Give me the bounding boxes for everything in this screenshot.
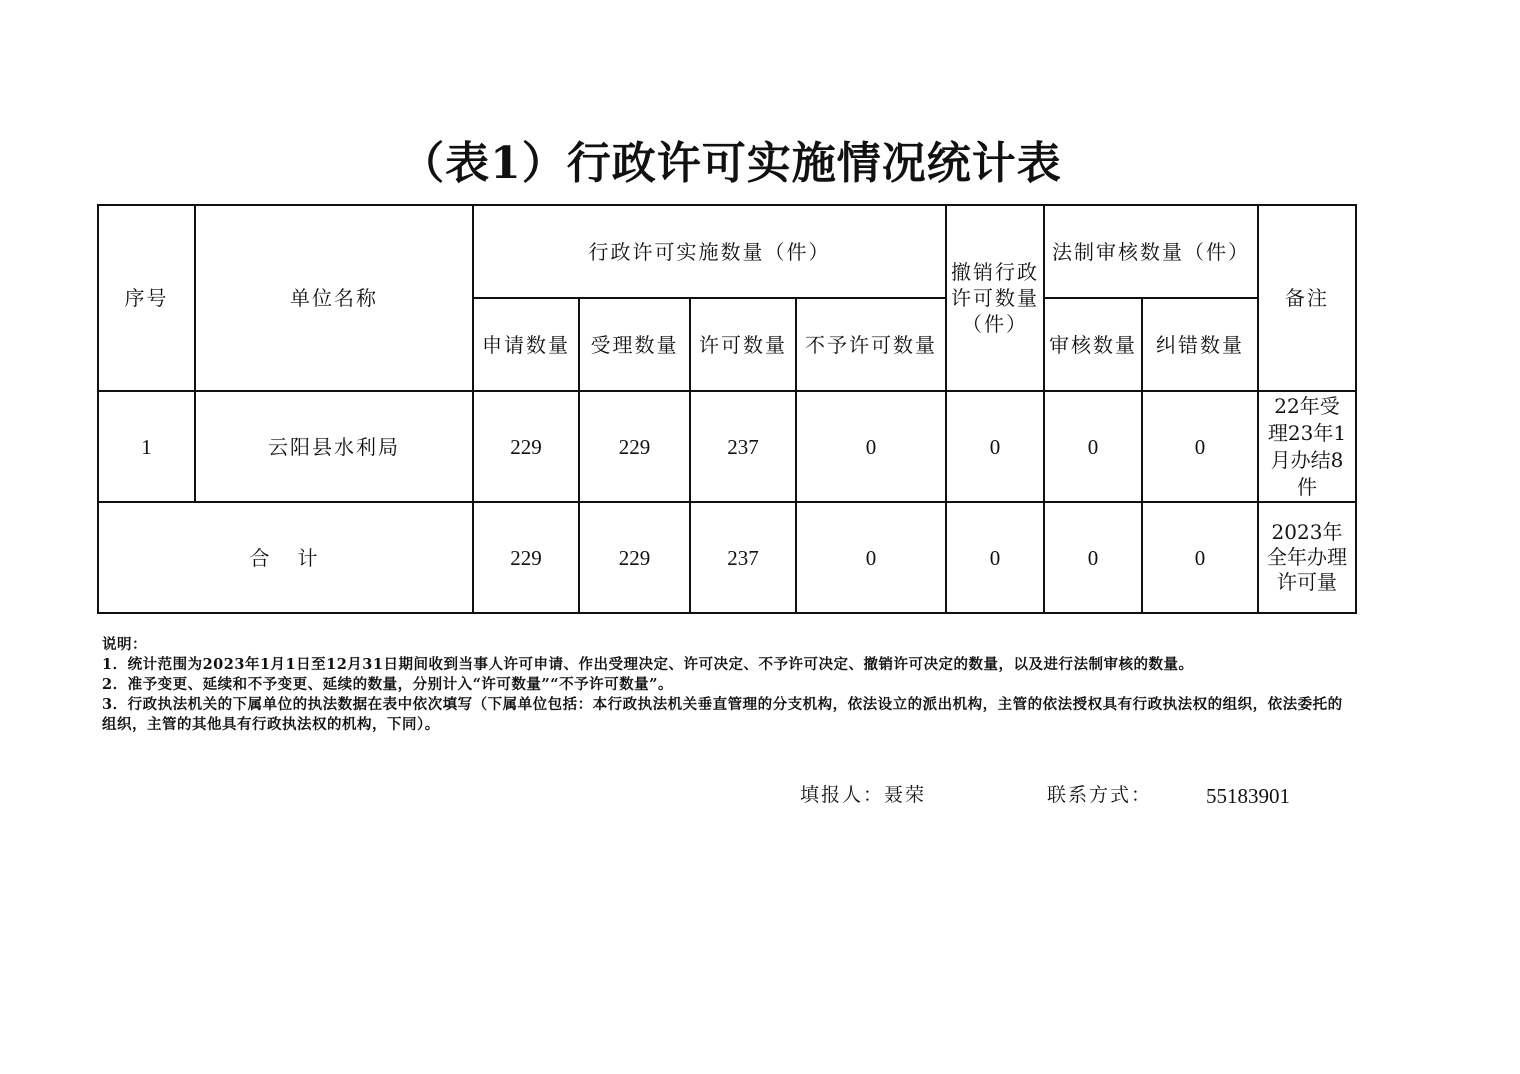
note-item: 2．准予变更、延续和不予变更、延续的数量，分别计入“许可数量”“不予许可数量”。 [102, 676, 673, 693]
header-legal-group: 法制审核数量（件） [1044, 205, 1258, 298]
header-row-1 [98, 205, 1356, 298]
contact-value: 55183901 [1206, 784, 1290, 808]
note-item: 1．统计范围为2023年1月1日至12月31日期间收到当事人许可申请、作出受理决定、许可决定、不予许可决定、撤销许可决定的数量，以及进行法制审核的数量。 [102, 656, 1194, 673]
header-permit: 许可数量 [690, 298, 796, 391]
note-item: 3．行政执法机关的下属单位的执法数据在表中依次填写（下属单位包括：本行政执法机关垂直管理的分支机构，依法设立的派出机构，主管的依法授权具有行政执法权的组织，依法委托的组织，主管的其他具有行政执法权的机构，下同）。 [102, 696, 1343, 733]
statistics-table [97, 204, 1357, 614]
cell-correct: 0 [1142, 391, 1258, 502]
total-revoke: 0 [946, 502, 1044, 613]
total-review: 0 [1044, 502, 1142, 613]
page-title: （表1）行政许可实施情况统计表 [400, 138, 1062, 189]
cell-accept: 229 [579, 391, 690, 502]
cell-permit: 237 [690, 391, 796, 502]
cell-deny: 0 [796, 391, 946, 502]
total-label: 合 计 [98, 502, 473, 613]
cell-remark: 22年受理23年1月办结8件 [1258, 391, 1356, 502]
header-deny: 不予许可数量 [796, 298, 946, 391]
header-review: 审核数量 [1044, 298, 1142, 391]
cell-revoke: 0 [946, 391, 1044, 502]
cell-unit-name: 云阳县水利局 [195, 391, 473, 502]
header-remark: 备注 [1258, 205, 1356, 391]
header-revoke: 撤销行政许可数量（件） [946, 205, 1044, 391]
notes-section [102, 635, 1352, 735]
cell-seq: 1 [98, 391, 195, 502]
total-deny: 0 [796, 502, 946, 613]
notes-heading: 说明： [102, 636, 147, 653]
filler-label: 填报人： [800, 784, 885, 806]
header-seq: 序号 [98, 205, 195, 391]
total-remark: 2023年全年办理许可量 [1258, 502, 1356, 613]
filler-name: 聂荣 [884, 784, 927, 806]
header-unit-name: 单位名称 [195, 205, 473, 391]
header-impl-group: 行政许可实施数量（件） [473, 205, 946, 298]
header-correct: 纠错数量 [1142, 298, 1258, 391]
contact-label: 联系方式： [1047, 784, 1153, 806]
cell-review: 0 [1044, 391, 1142, 502]
total-permit: 237 [690, 502, 796, 613]
table-row [98, 391, 1356, 502]
total-correct: 0 [1142, 502, 1258, 613]
cell-apply: 229 [473, 391, 579, 502]
total-apply: 229 [473, 502, 579, 613]
filler-info [800, 782, 926, 808]
header-apply: 申请数量 [473, 298, 579, 391]
total-row [98, 502, 1356, 613]
header-accept: 受理数量 [579, 298, 690, 391]
total-accept: 229 [579, 502, 690, 613]
